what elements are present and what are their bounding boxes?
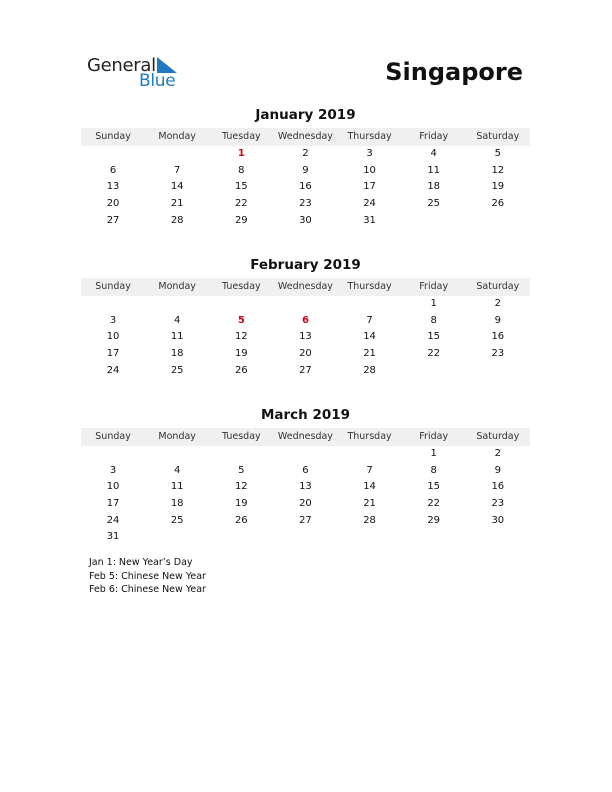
weekday-label: Saturday	[476, 281, 520, 292]
weekday-label: Tuesday	[221, 431, 261, 442]
day-cell: 9	[302, 164, 309, 176]
empty-day-cell	[145, 296, 209, 313]
day-cell: 20	[106, 198, 120, 210]
day-cell: 31	[363, 214, 376, 226]
day-cell: 15	[427, 331, 441, 343]
day-cell: 27	[299, 514, 312, 526]
empty-day-cell	[273, 446, 337, 463]
day-cell: 11	[427, 164, 441, 176]
day-cell: 15	[427, 481, 441, 493]
weekday-label: Thursday	[347, 281, 392, 292]
day-cell: 18	[170, 498, 184, 510]
day-cell: 23	[491, 498, 505, 510]
day-cell: 9	[494, 464, 501, 476]
weekday-label: Wednesday	[277, 131, 333, 142]
weekday-label: Wednesday	[277, 431, 333, 442]
week-row	[81, 313, 530, 330]
weekday-label: Friday	[419, 431, 449, 442]
day-cell: 29	[427, 514, 441, 526]
weekday-label: Monday	[158, 431, 196, 442]
day-cell: 29	[234, 214, 248, 226]
day-cell: 23	[491, 348, 505, 360]
day-cell: 20	[299, 498, 312, 510]
empty-day-cell	[145, 446, 209, 463]
day-cell: 18	[427, 181, 441, 193]
weekday-label: Thursday	[347, 431, 392, 442]
week-row	[81, 479, 530, 496]
week-row	[81, 163, 530, 180]
day-cell: 14	[363, 481, 376, 493]
week-row	[81, 196, 530, 213]
day-cell: 30	[299, 214, 312, 226]
day-cell: 25	[427, 198, 441, 210]
day-cell: 14	[170, 181, 184, 193]
day-cell: 24	[106, 364, 120, 376]
day-cell: 10	[106, 481, 120, 493]
day-cell: 28	[363, 364, 376, 376]
day-cell: 8	[430, 314, 437, 326]
day-cell: 13	[299, 481, 312, 493]
day-cell: 5	[237, 314, 245, 326]
empty-day-cell	[145, 146, 209, 163]
day-cell: 26	[234, 364, 248, 376]
day-cell: 2	[494, 448, 501, 459]
day-cell: 1	[430, 298, 437, 309]
month-title: January 2019	[255, 107, 356, 123]
day-cell: 4	[174, 314, 181, 326]
day-cell: 8	[238, 164, 245, 176]
empty-day-cell	[209, 446, 273, 463]
day-cell: 18	[170, 348, 184, 360]
day-cell: 16	[491, 331, 505, 343]
day-cell: 10	[363, 164, 376, 176]
day-cell: 2	[302, 148, 309, 159]
day-cell: 12	[234, 481, 248, 493]
weekday-label: Monday	[158, 281, 196, 292]
day-cell: 25	[170, 364, 184, 376]
empty-day-cell	[338, 296, 402, 313]
empty-day-cell	[273, 296, 337, 313]
day-cell: 24	[106, 514, 120, 526]
empty-day-cell	[81, 446, 145, 463]
day-cell: 17	[106, 348, 120, 360]
weekday-label: Sunday	[95, 431, 131, 442]
weekday-label: Friday	[419, 131, 449, 142]
weekday-label: Saturday	[476, 431, 520, 442]
day-cell: 19	[234, 498, 248, 510]
day-cell: 3	[109, 464, 117, 476]
day-cell: 4	[174, 464, 181, 476]
weekday-label: Wednesday	[277, 281, 333, 292]
day-cell: 7	[366, 464, 373, 476]
day-cell: 25	[170, 514, 184, 526]
day-cell: 15	[234, 181, 248, 193]
holiday-note: Feb 6: Chinese New Year	[89, 584, 206, 595]
day-cell: 23	[299, 198, 312, 210]
empty-day-cell	[402, 529, 466, 546]
weekday-label: Tuesday	[221, 131, 261, 142]
month-title: March 2019	[260, 407, 351, 423]
week-row	[81, 346, 530, 363]
day-cell: 27	[299, 364, 312, 376]
day-cell: 26	[491, 198, 505, 210]
day-cell: 13	[299, 331, 312, 343]
day-cell: 21	[363, 348, 376, 360]
calendar-month-february	[81, 255, 530, 379]
empty-day-cell	[466, 363, 530, 380]
day-cell: 5	[238, 464, 245, 476]
day-cell: 5	[494, 148, 501, 159]
weekday-header-row	[81, 428, 530, 446]
day-cell: 12	[491, 164, 505, 176]
calendar-month-march	[81, 405, 530, 546]
day-cell: 31	[106, 531, 120, 543]
empty-day-cell	[402, 363, 466, 380]
holiday-note: Feb 5: Chinese New Year	[89, 570, 206, 582]
weekday-label: Sunday	[95, 131, 131, 142]
week-row	[81, 446, 530, 463]
day-cell: 19	[234, 348, 248, 360]
day-cell: 21	[363, 498, 376, 510]
day-cell: 3	[366, 148, 373, 159]
week-row	[81, 179, 530, 196]
weekday-label: Sunday	[95, 281, 131, 292]
day-cell: 2	[494, 298, 501, 309]
day-cell: 16	[491, 481, 505, 493]
empty-day-cell	[145, 529, 209, 546]
empty-day-cell	[402, 213, 466, 230]
day-cell: 8	[430, 464, 437, 476]
holiday-notes	[89, 556, 206, 597]
day-cell: 22	[234, 198, 248, 210]
empty-day-cell	[209, 529, 273, 546]
weekday-label: Saturday	[476, 131, 520, 142]
day-cell: 3	[109, 314, 117, 326]
day-cell: 21	[170, 198, 184, 210]
day-cell: 24	[363, 198, 376, 210]
day-cell: 17	[106, 498, 120, 510]
week-row	[81, 146, 530, 163]
weekday-label: Thursday	[347, 131, 392, 142]
weekday-label: Friday	[419, 281, 449, 292]
day-cell: 22	[427, 498, 441, 510]
day-cell: 11	[170, 481, 184, 493]
day-cell: 10	[106, 331, 120, 343]
day-cell: 26	[234, 514, 248, 526]
empty-day-cell	[273, 529, 337, 546]
day-cell: 12	[234, 331, 248, 343]
day-cell: 28	[363, 514, 376, 526]
day-cell: 13	[106, 181, 120, 193]
empty-day-cell	[81, 146, 145, 163]
week-row	[81, 363, 530, 380]
day-cell: 30	[491, 514, 505, 526]
day-cell: 22	[427, 348, 441, 360]
logo-word-blue: Blue	[139, 71, 176, 91]
day-cell: 14	[363, 331, 376, 343]
logo-word-general: General	[87, 55, 156, 76]
week-row	[81, 463, 530, 480]
week-row	[81, 529, 530, 546]
weekday-label: Monday	[158, 131, 196, 142]
week-row	[81, 213, 530, 230]
day-cell: 1	[237, 148, 245, 159]
day-cell: 20	[299, 348, 312, 360]
day-cell: 28	[170, 214, 184, 226]
week-row	[81, 496, 530, 513]
day-cell: 19	[491, 181, 505, 193]
day-cell: 17	[363, 181, 376, 193]
day-cell: 16	[299, 181, 312, 193]
day-cell: 27	[106, 214, 120, 226]
day-cell: 6	[109, 164, 117, 176]
empty-day-cell	[466, 213, 530, 230]
empty-day-cell	[209, 296, 273, 313]
empty-day-cell	[81, 296, 145, 313]
day-cell: 6	[302, 464, 309, 476]
day-cell: 9	[494, 314, 501, 326]
month-title: February 2019	[250, 257, 361, 273]
weekday-header-row	[81, 278, 530, 296]
day-cell: 7	[174, 164, 181, 176]
day-cell: 7	[366, 314, 373, 326]
week-row	[81, 329, 530, 346]
empty-day-cell	[338, 446, 402, 463]
week-row	[81, 513, 530, 530]
day-cell: 6	[301, 314, 309, 326]
day-cell: 4	[430, 148, 437, 159]
week-row	[81, 296, 530, 313]
empty-day-cell	[466, 529, 530, 546]
empty-day-cell	[338, 529, 402, 546]
calendar-month-january	[81, 105, 530, 229]
generalblue-logo	[87, 55, 207, 95]
holiday-note: Jan 1: New Year’s Day	[89, 557, 193, 568]
country-title: Singapore	[385, 58, 523, 86]
day-cell: 1	[430, 448, 437, 459]
weekday-header-row	[81, 128, 530, 146]
weekday-label: Tuesday	[221, 281, 261, 292]
day-cell: 11	[170, 331, 184, 343]
